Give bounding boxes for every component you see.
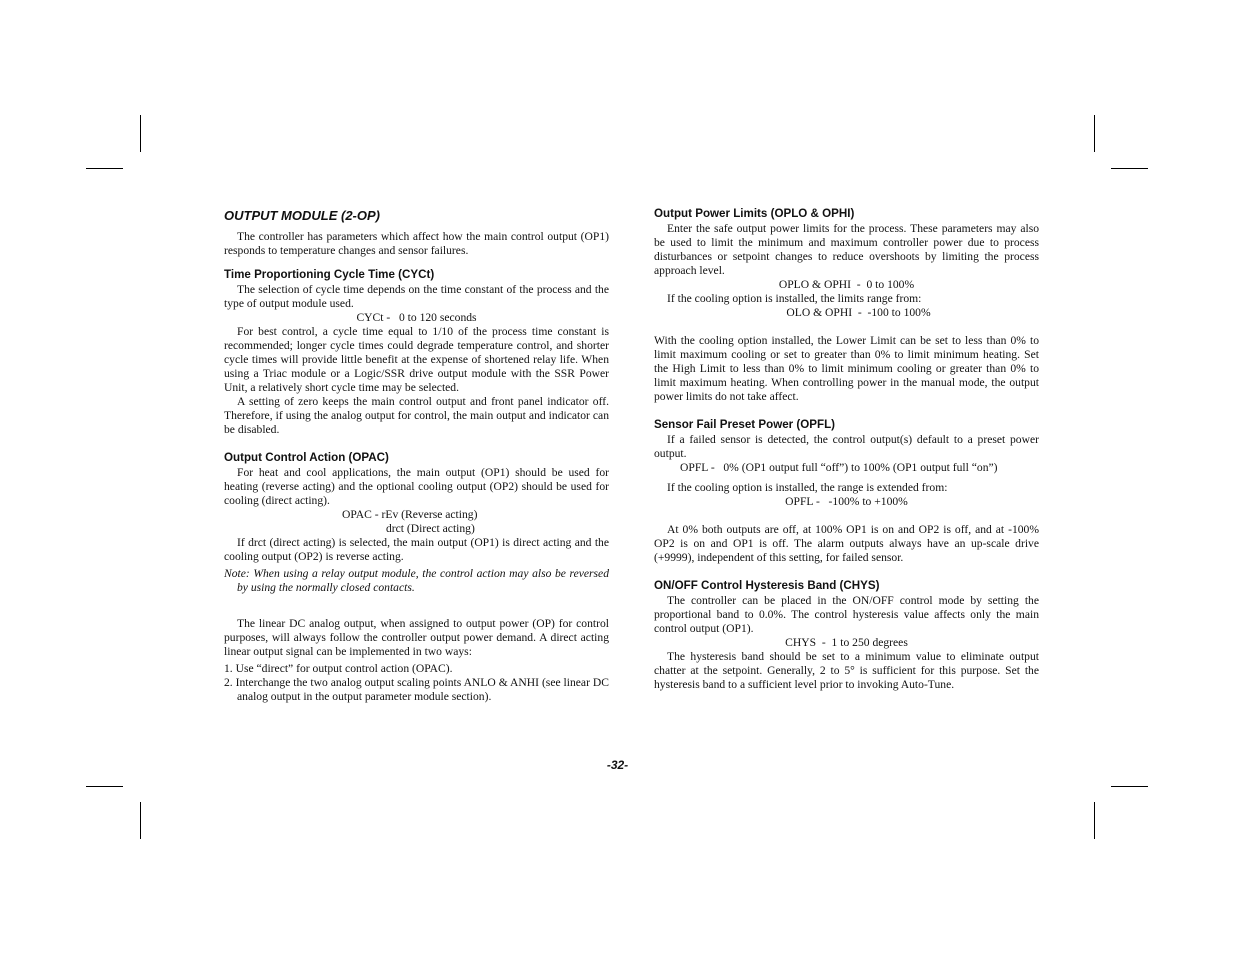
opac-heading: Output Control Action (OPAC) bbox=[224, 451, 389, 464]
cyct-paragraph-1: The selection of cycle time depends on the time constant of the process and the type of output module used. bbox=[224, 283, 609, 310]
oplo-range-2: OLO & OPHI - -100 to 100% bbox=[786, 306, 931, 319]
cyct-paragraph-3: A setting of zero keeps the main control output and front panel indicator off. Therefore, if using the analog output for control, the main output and indicator can be disabled. bbox=[224, 395, 609, 436]
cyct-heading: Time Proportioning Cycle Time (CYCt) bbox=[224, 268, 435, 281]
opfl-paragraph-2: At 0% both outputs are off, at 100% OP1 is on and OP2 is off, and at -100% OP2 is on and OP1 is off. The alarm outputs always have an up-scale drive (+9999), independent of this setting, for failed sensor. bbox=[654, 523, 1039, 564]
opac-option-direct: drct (Direct acting) bbox=[386, 522, 475, 535]
crop-mark-bottom-right-horizontal bbox=[1111, 786, 1148, 787]
oplo-cooling-note: If the cooling option is installed, the limits range from: bbox=[667, 292, 922, 305]
opac-paragraph-1: For heat and cool applications, the main output (OP1) should be used for heating (reverse acting) and the optional cooling output (OP2) should be used for cooling (direct acting). bbox=[224, 466, 609, 507]
opac-paragraph-2: If drct (direct acting) is selected, the main output (OP1) is direct acting and the cooling output (OP2) is reverse acting. bbox=[224, 536, 609, 563]
section-title: OUTPUT MODULE (2-OP) bbox=[224, 208, 380, 223]
oplo-range-1: OPLO & OPHI - 0 to 100% bbox=[778, 278, 915, 291]
crop-mark-top-right-horizontal bbox=[1111, 168, 1148, 169]
list-item-1: 1. Use “direct” for output control action (OPAC). bbox=[224, 662, 453, 675]
oplo-paragraph-1: Enter the safe output power limits for the process. These parameters may also be used to limit the minimum and maximum controller power due to process disturbances or setpoint changes to reduce overshoots by limiting the process approach level. bbox=[654, 222, 1039, 277]
opfl-cooling-note: If the cooling option is installed, the range is extended from: bbox=[667, 481, 948, 494]
oplo-paragraph-2: With the cooling option installed, the Lower Limit can be set to less than 0% to limit maximum cooling or set to greater than 0% to limit minimum heating. Set the High Limit to less than 0% to limit minimum cooling or greater than 0% to limit maximum heating. When controlling power in the manual mode, the output power limits do not take affect. bbox=[654, 334, 1039, 403]
chys-paragraph-1: The controller can be placed in the ON/OFF control mode by setting the proportional band to 0.0%. The control hysteresis value affects only the main control output (OP1). bbox=[654, 594, 1039, 635]
oplo-heading: Output Power Limits (OPLO & OPHI) bbox=[654, 207, 855, 220]
opfl-heading: Sensor Fail Preset Power (OPFL) bbox=[654, 418, 836, 431]
opac-option-reverse: OPAC - rEv (Reverse acting) bbox=[342, 508, 478, 521]
opfl-range-1: OPFL - 0% (OP1 output full “off”) to 100% (OP1 output full “on”) bbox=[680, 461, 998, 474]
crop-mark-bottom-left-vertical bbox=[140, 802, 141, 839]
cyct-paragraph-2: For best control, a cycle time equal to 1/10 of the process time constant is recommended; longer cycle times could degrade temperature control, and shorter cycle times will provide little benefit at the expense of shortened relay life. When using a Triac module or a Logic/SSR drive output module with the SSR Power Unit, a relatively short cycle time may be selected. bbox=[224, 325, 609, 394]
opac-note: Note: When using a relay output module, the control action may also be reversed by using the normally closed contacts. bbox=[224, 567, 609, 594]
chys-heading: ON/OFF Control Hysteresis Band (CHYS) bbox=[654, 579, 880, 592]
cyct-range: CYCt - 0 to 120 seconds bbox=[356, 311, 477, 324]
crop-mark-bottom-left-horizontal bbox=[86, 786, 123, 787]
crop-mark-top-left-horizontal bbox=[86, 168, 123, 169]
crop-mark-bottom-right-vertical bbox=[1094, 802, 1095, 839]
chys-range: CHYS - 1 to 250 degrees bbox=[785, 636, 908, 649]
crop-mark-top-left-vertical bbox=[140, 115, 141, 152]
crop-mark-top-right-vertical bbox=[1094, 115, 1095, 152]
intro-paragraph: The controller has parameters which affect how the main control output (OP1) responds to temperature changes and sensor failures. bbox=[224, 230, 609, 257]
opac-paragraph-3: The linear DC analog output, when assigned to output power (OP) for control purposes, will always follow the controller output power demand. A direct acting linear output signal can be implemented in two ways: bbox=[224, 617, 609, 658]
opac-options bbox=[224, 508, 609, 536]
opfl-range-2: OPFL - -100% to +100% bbox=[785, 495, 908, 508]
left-column bbox=[224, 206, 609, 704]
chys-paragraph-2: The hysteresis band should be set to a minimum value to eliminate output chatter at the setpoint. Generally, 2 to 5° is sufficient for this purpose. Set the hysteresis band to a sufficient level prior to invoking Auto-Tune. bbox=[654, 650, 1039, 691]
list-item-2: 2. Interchange the two analog output scaling points ANLO & ANHI (see linear DC analog output in the output parameter module section). bbox=[224, 676, 609, 703]
right-column bbox=[654, 206, 1039, 692]
page-number: -32- bbox=[606, 758, 629, 772]
opfl-paragraph-1: If a failed sensor is detected, the control output(s) default to a preset power output. bbox=[654, 433, 1039, 460]
